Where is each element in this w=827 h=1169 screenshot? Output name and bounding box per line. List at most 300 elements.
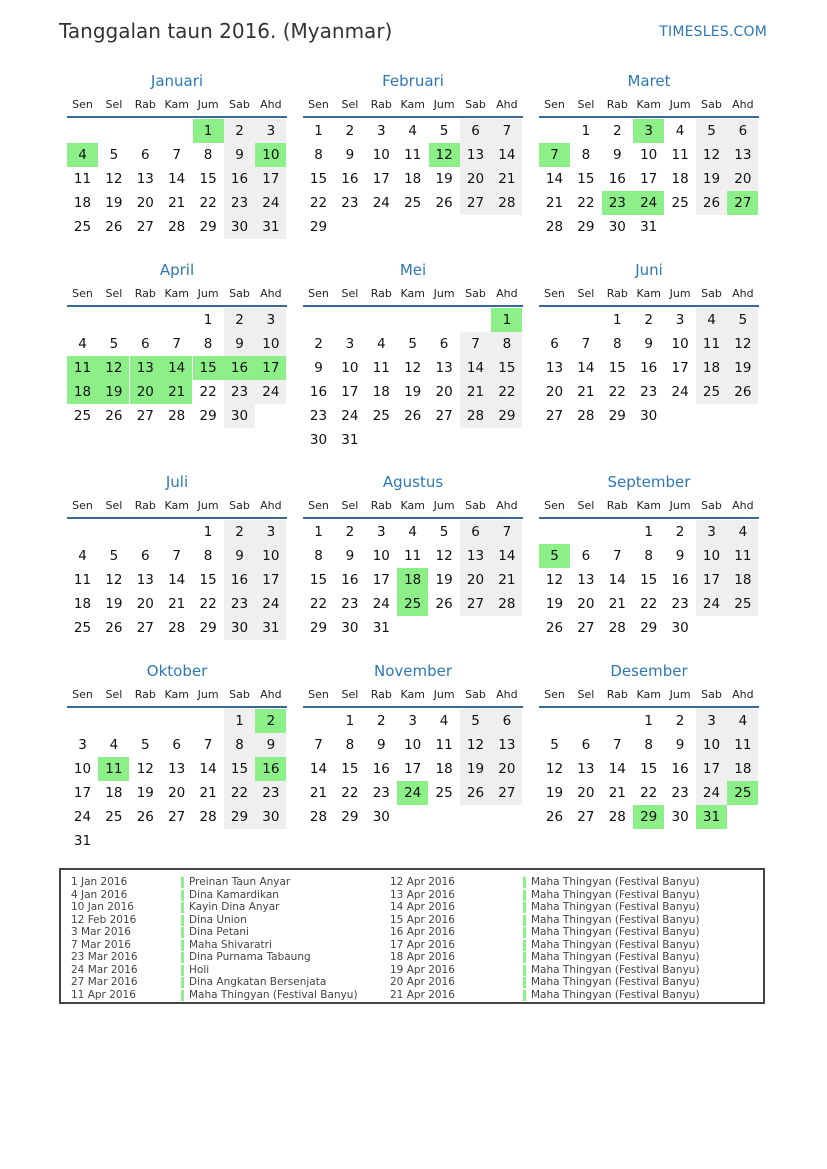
day-cell: 8 [613, 336, 622, 352]
day-cell: 13 [727, 143, 758, 167]
day-cell: 2 [377, 713, 386, 729]
header-divider [303, 517, 523, 519]
day-cell: 19 [727, 356, 758, 380]
holiday-day-cell: 1 [193, 119, 224, 143]
header-divider [67, 706, 287, 708]
weekday-header: Sel [341, 287, 359, 300]
day-cell: 24 [671, 384, 689, 400]
day-cell: 3 [408, 713, 417, 729]
day-cell: 3 [696, 709, 727, 733]
day-cell: 7 [314, 737, 323, 753]
header-divider [539, 305, 759, 307]
weekday-header: Sab [701, 499, 722, 512]
day-cell: 25 [671, 195, 689, 211]
day-cell: 10 [341, 360, 359, 376]
day-cell: 10 [640, 147, 658, 163]
day-cell: 23 [341, 195, 359, 211]
legend-holiday-name: Maha Thingyan (Festival Banyu) [531, 988, 700, 1001]
day-cell: 19 [545, 596, 564, 612]
day-cell: 28 [309, 809, 328, 825]
day-cell: 28 [460, 404, 491, 428]
day-cell: 5 [109, 147, 119, 163]
header-divider [539, 116, 759, 118]
day-cell: 11 [404, 548, 422, 564]
legend-color-marker [181, 915, 184, 926]
day-cell: 20 [136, 596, 154, 612]
day-cell: 11 [671, 147, 689, 163]
day-cell: 23 [255, 781, 286, 805]
weekday-header: Rab [606, 98, 628, 111]
day-cell: 2 [224, 308, 255, 332]
day-cell: 6 [581, 737, 591, 753]
day-cell: 29 [608, 408, 626, 424]
day-cell: 8 [203, 147, 213, 163]
day-cell: 20 [545, 384, 564, 400]
day-cell: 22 [309, 195, 328, 211]
weekday-header: Ahd [260, 688, 282, 701]
day-cell: 30 [224, 616, 255, 640]
weekday-header: Sen [72, 287, 93, 300]
legend-date: 21 Apr 2016 [390, 988, 455, 1001]
day-cell: 7 [203, 737, 213, 753]
day-cell: 21 [491, 568, 522, 592]
weekday-header: Jum [433, 688, 455, 701]
day-cell: 4 [377, 336, 386, 352]
holiday-day-cell: 24 [397, 781, 428, 805]
legend-holiday-name: Maha Thingyan (Festival Banyu) [531, 938, 700, 951]
day-cell: 9 [675, 737, 685, 753]
weekday-header: Sab [701, 287, 722, 300]
day-cell: 2 [675, 524, 685, 540]
day-cell: 29 [577, 219, 595, 235]
day-cell: 3 [377, 123, 386, 139]
day-cell: 15 [199, 171, 217, 187]
day-cell: 26 [435, 195, 453, 211]
day-cell: 21 [491, 167, 522, 191]
legend-date: 20 Apr 2016 [390, 976, 455, 988]
day-cell: 19 [105, 596, 123, 612]
legend-color-marker [181, 965, 184, 976]
holiday-day-cell: 27 [727, 191, 758, 215]
day-cell: 24 [341, 408, 359, 424]
day-cell: 12 [460, 733, 491, 757]
holiday-day-cell: 12 [429, 143, 460, 167]
header-divider [539, 517, 759, 519]
day-cell: 25 [73, 408, 92, 424]
day-cell: 10 [372, 147, 390, 163]
day-cell: 5 [109, 336, 119, 352]
day-cell: 16 [372, 761, 390, 777]
day-cell: 18 [727, 757, 758, 781]
day-cell: 26 [105, 219, 123, 235]
day-cell: 3 [78, 737, 87, 753]
day-cell: 18 [435, 761, 453, 777]
day-cell: 16 [640, 360, 658, 376]
day-cell: 19 [435, 572, 453, 588]
weekday-header: Sab [465, 688, 486, 701]
day-cell: 6 [172, 737, 181, 753]
day-cell: 21 [168, 596, 186, 612]
holiday-day-cell: 21 [161, 380, 192, 404]
day-cell: 29 [491, 404, 522, 428]
legend-color-marker [523, 977, 526, 988]
day-cell: 31 [372, 620, 390, 636]
day-cell: 25 [73, 219, 92, 235]
day-cell: 10 [404, 737, 422, 753]
weekday-header: Rab [370, 688, 392, 701]
day-cell: 21 [577, 384, 595, 400]
day-cell: 11 [727, 544, 758, 568]
weekday-header: Kam [164, 98, 189, 111]
day-cell: 29 [309, 620, 328, 636]
weekday-header: Rab [606, 499, 628, 512]
day-cell: 14 [491, 143, 522, 167]
day-cell: 1 [644, 524, 653, 540]
day-cell: 26 [435, 596, 453, 612]
legend-holiday-name: Dina Petani [189, 926, 249, 938]
legend-date: 23 Mar 2016 [71, 951, 138, 963]
day-cell: 4 [439, 713, 449, 729]
page-title: Tanggalan taun 2016. (Myanmar) [59, 19, 393, 43]
day-cell: 5 [109, 548, 119, 564]
day-cell: 19 [404, 384, 422, 400]
weekday-header: Ahd [260, 499, 282, 512]
day-cell: 9 [224, 544, 255, 568]
day-cell: 25 [372, 408, 390, 424]
weekday-header: Kam [400, 499, 425, 512]
day-cell: 16 [608, 171, 626, 187]
day-cell: 13 [577, 572, 595, 588]
weekday-header: Ahd [496, 499, 518, 512]
brand-link[interactable]: TIMESLES.COM [659, 24, 767, 40]
legend-holiday-name: Maha Thingyan (Festival Banyu) [531, 926, 700, 938]
day-cell: 8 [203, 548, 213, 564]
day-cell: 24 [696, 781, 727, 805]
weekday-header: Sel [577, 499, 595, 512]
day-cell: 9 [613, 147, 622, 163]
day-cell: 12 [545, 761, 564, 777]
weekday-header: Sen [308, 499, 329, 512]
day-cell: 17 [341, 384, 359, 400]
day-cell: 22 [491, 380, 522, 404]
header-divider [67, 517, 287, 519]
month-name: Oktober [146, 662, 208, 680]
day-cell: 18 [372, 384, 390, 400]
day-cell: 3 [255, 520, 286, 544]
legend-holiday-name: Maha Thingyan (Festival Banyu) [531, 976, 700, 988]
day-cell: 7 [613, 737, 622, 753]
day-cell: 8 [345, 737, 355, 753]
day-cell: 4 [408, 123, 417, 139]
weekday-header: Ahd [732, 499, 754, 512]
day-cell: 16 [309, 384, 328, 400]
legend-holiday-name: Maha Thingyan (Festival Banyu) [531, 876, 700, 888]
weekday-header: Sel [105, 287, 123, 300]
legend-color-marker [523, 877, 526, 888]
weekday-header: Jum [433, 287, 455, 300]
holiday-day-cell: 5 [539, 544, 570, 568]
day-cell: 16 [341, 171, 359, 187]
day-cell: 20 [460, 568, 491, 592]
weekday-header: Jum [669, 688, 691, 701]
weekday-header: Sel [341, 98, 359, 111]
holiday-day-cell: 1 [491, 308, 522, 332]
day-cell: 1 [203, 524, 213, 540]
legend-date: 3 Mar 2016 [71, 926, 131, 938]
weekday-header: Kam [636, 287, 661, 300]
day-cell: 19 [696, 167, 727, 191]
weekday-header: Sab [465, 98, 486, 111]
day-cell: 3 [675, 312, 685, 328]
legend-date: 18 Apr 2016 [390, 951, 455, 963]
day-cell: 17 [640, 171, 658, 187]
day-cell: 10 [696, 544, 727, 568]
day-cell: 3 [345, 336, 355, 352]
weekday-header: Ahd [496, 688, 518, 701]
day-cell: 10 [671, 336, 689, 352]
weekday-header: Rab [134, 688, 156, 701]
weekday-header: Ahd [496, 98, 518, 111]
weekday-header: Sel [105, 98, 123, 111]
holiday-day-cell: 31 [696, 805, 727, 829]
day-cell: 15 [309, 171, 328, 187]
day-cell: 26 [460, 781, 491, 805]
holiday-day-cell: 3 [633, 119, 664, 143]
day-cell: 16 [224, 568, 255, 592]
day-cell: 9 [345, 147, 355, 163]
day-cell: 24 [372, 195, 390, 211]
holiday-day-cell: 25 [727, 781, 758, 805]
day-cell: 23 [224, 380, 255, 404]
day-cell: 15 [640, 572, 658, 588]
day-cell: 28 [608, 620, 626, 636]
day-cell: 28 [577, 408, 595, 424]
weekday-header: Ahd [260, 98, 282, 111]
day-cell: 9 [644, 336, 653, 352]
day-cell: 13 [435, 360, 453, 376]
holiday-day-cell: 18 [67, 380, 98, 404]
weekday-header: Sab [229, 499, 250, 512]
day-cell: 5 [696, 119, 727, 143]
day-cell: 9 [675, 548, 685, 564]
day-cell: 27 [545, 408, 564, 424]
day-cell: 5 [141, 737, 150, 753]
month-name: Juli [165, 473, 189, 491]
month-name: Maret [627, 72, 671, 90]
day-cell: 3 [255, 119, 286, 143]
header-divider [303, 305, 523, 307]
day-cell: 18 [404, 171, 422, 187]
weekday-header: Rab [606, 688, 628, 701]
day-cell: 27 [460, 191, 491, 215]
day-cell: 15 [640, 761, 658, 777]
legend-date: 27 Mar 2016 [71, 976, 138, 988]
day-cell: 20 [168, 785, 186, 801]
day-cell: 5 [727, 308, 758, 332]
day-cell: 22 [608, 384, 626, 400]
weekday-header: Kam [636, 98, 661, 111]
day-cell: 22 [341, 785, 359, 801]
weekday-header: Sen [544, 287, 565, 300]
day-cell: 5 [550, 737, 559, 753]
day-cell: 14 [168, 171, 186, 187]
day-cell: 31 [255, 616, 286, 640]
day-cell: 6 [727, 119, 758, 143]
legend-holiday-name: Dina Union [189, 913, 247, 926]
day-cell: 12 [105, 171, 123, 187]
weekday-header: Jum [197, 287, 219, 300]
day-cell: 27 [577, 620, 595, 636]
day-cell: 17 [372, 572, 390, 588]
day-cell: 25 [73, 620, 92, 636]
weekday-header: Rab [606, 287, 628, 300]
day-cell: 13 [460, 143, 491, 167]
day-cell: 6 [439, 336, 449, 352]
weekday-header: Rab [370, 499, 392, 512]
legend-color-marker [181, 990, 184, 1001]
day-cell: 26 [727, 380, 758, 404]
day-cell: 25 [727, 592, 758, 616]
day-cell: 26 [105, 408, 123, 424]
day-cell: 31 [640, 219, 658, 235]
day-cell: 4 [78, 336, 87, 352]
weekday-header: Sen [72, 688, 93, 701]
legend-date: 13 Apr 2016 [390, 888, 455, 901]
day-cell: 17 [696, 568, 727, 592]
day-cell: 22 [309, 596, 328, 612]
legend-date: 11 Apr 2016 [71, 988, 136, 1001]
weekday-header: Rab [134, 287, 156, 300]
day-cell: 20 [435, 384, 453, 400]
weekday-header: Sel [105, 688, 123, 701]
day-cell: 24 [255, 592, 286, 616]
day-cell: 24 [255, 380, 286, 404]
legend-color-marker [523, 890, 526, 901]
day-cell: 28 [545, 219, 564, 235]
day-cell: 22 [199, 384, 217, 400]
legend-color-marker [523, 927, 526, 938]
day-cell: 4 [675, 123, 685, 139]
day-cell: 14 [460, 356, 491, 380]
day-cell: 6 [581, 548, 591, 564]
day-cell: 4 [109, 737, 119, 753]
legend-date: 24 Mar 2016 [71, 963, 138, 976]
legend-color-marker [523, 990, 526, 1001]
day-cell: 18 [727, 568, 758, 592]
day-cell: 14 [608, 572, 626, 588]
day-cell: 31 [255, 215, 286, 239]
day-cell: 17 [255, 568, 286, 592]
day-cell: 19 [545, 785, 564, 801]
holiday-day-cell: 16 [224, 356, 255, 380]
day-cell: 22 [640, 785, 658, 801]
legend-holiday-name: Maha Thingyan (Festival Banyu) [531, 901, 700, 913]
legend-date: 7 Mar 2016 [71, 938, 131, 951]
day-cell: 4 [696, 308, 727, 332]
day-cell: 28 [608, 809, 626, 825]
day-cell: 13 [168, 761, 186, 777]
day-cell: 13 [136, 171, 154, 187]
day-cell: 10 [696, 733, 727, 757]
legend-color-marker [181, 890, 184, 901]
day-cell: 10 [372, 548, 390, 564]
holiday-day-cell: 14 [161, 356, 192, 380]
holiday-legend [59, 868, 765, 1004]
month-name: Agustus [382, 473, 444, 491]
day-cell: 15 [577, 171, 595, 187]
weekday-header: Jum [669, 287, 691, 300]
weekday-header: Sab [701, 98, 722, 111]
day-cell: 7 [613, 548, 622, 564]
holiday-day-cell: 7 [539, 143, 570, 167]
day-cell: 2 [314, 336, 323, 352]
day-cell: 8 [644, 737, 653, 753]
legend-date: 15 Apr 2016 [390, 913, 455, 926]
day-cell: 21 [608, 596, 626, 612]
day-cell: 18 [671, 171, 689, 187]
day-cell: 8 [203, 336, 213, 352]
weekday-header: Rab [134, 499, 156, 512]
holiday-day-cell: 13 [130, 356, 161, 380]
day-cell: 31 [341, 432, 359, 448]
day-cell: 10 [73, 761, 92, 777]
day-cell: 6 [460, 520, 491, 544]
day-cell: 1 [224, 709, 255, 733]
day-cell: 4 [727, 520, 758, 544]
weekday-header: Rab [134, 98, 156, 111]
day-cell: 5 [439, 123, 449, 139]
day-cell: 11 [727, 733, 758, 757]
day-cell: 29 [199, 620, 217, 636]
header-divider [303, 706, 523, 708]
day-cell: 22 [577, 195, 595, 211]
day-cell: 12 [696, 143, 727, 167]
day-cell: 2 [224, 520, 255, 544]
day-cell: 22 [640, 596, 658, 612]
day-cell: 9 [224, 143, 255, 167]
day-cell: 30 [255, 805, 286, 829]
weekday-header: Sen [544, 499, 565, 512]
legend-holiday-name: Maha Thingyan (Festival Banyu) [531, 888, 700, 901]
day-cell: 12 [136, 761, 154, 777]
weekday-header: Sel [577, 688, 595, 701]
legend-holiday-name: Maha Thingyan (Festival Banyu) [531, 963, 700, 976]
day-cell: 1 [203, 312, 213, 328]
day-cell: 20 [577, 596, 595, 612]
weekday-header: Jum [197, 688, 219, 701]
legend-color-marker [523, 915, 526, 926]
day-cell: 28 [199, 809, 217, 825]
day-cell: 10 [255, 544, 286, 568]
day-cell: 1 [644, 713, 653, 729]
weekday-header: Sen [72, 499, 93, 512]
legend-holiday-name: Preinan Taun Anyar [189, 876, 291, 888]
day-cell: 2 [675, 713, 685, 729]
legend-color-marker [181, 952, 184, 963]
day-cell: 29 [199, 219, 217, 235]
day-cell: 9 [224, 332, 255, 356]
day-cell: 30 [341, 620, 359, 636]
weekday-header: Ahd [496, 287, 518, 300]
weekday-header: Sen [72, 98, 93, 111]
day-cell: 23 [341, 596, 359, 612]
day-cell: 28 [168, 219, 186, 235]
day-cell: 18 [696, 356, 727, 380]
legend-color-marker [181, 902, 184, 913]
day-cell: 29 [199, 408, 217, 424]
weekday-header: Sab [229, 287, 250, 300]
day-cell: 12 [404, 360, 422, 376]
